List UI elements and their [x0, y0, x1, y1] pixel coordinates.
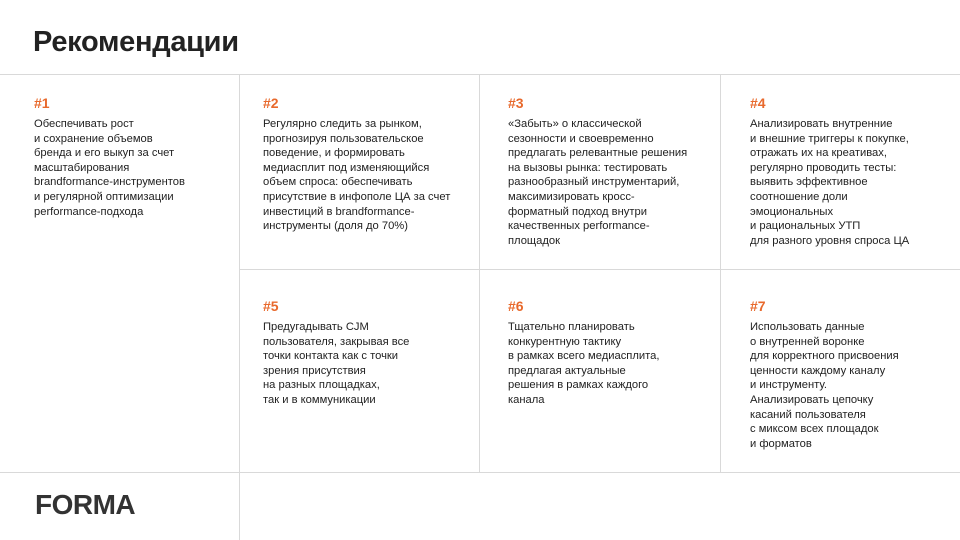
- recommendation-text: «Забыть» о классической сезонности и своевременно предлагать релевантные решения на вызовы рынка: тестировать разнообразный инструментарий, максимизировать кросс- форматный подход внутри качественных performance- площадок: [508, 118, 688, 247]
- grid-line-top: [0, 74, 960, 75]
- recommendation-number: #7: [750, 298, 766, 314]
- recommendation-text: Регулярно следить за рынком, прогнозируя пользовательское поведение, и формировать медиасплит под изменяющийся объем спроса: обеспечивать присутствие в инфополе ЦА за счет инвестиций в brandformance- инструменты (доля до 70%): [263, 118, 451, 233]
- recommendation-card-1: [34, 95, 234, 219]
- recommendation-card-7: [750, 298, 956, 451]
- recommendation-number: #6: [508, 298, 524, 314]
- grid-column-divider-3: [720, 74, 721, 472]
- recommendation-card-6: [508, 298, 716, 408]
- grid-line-bottom: [0, 472, 960, 473]
- recommendation-text: Анализировать внутренние и внешние триггеры к покупке, отражать их на креативах, регулярно проводить тесты: выявить эффективное соотношение доли эмоциональных и рациональных УТП для разного уровня спроса ЦА: [750, 118, 910, 247]
- recommendation-number: #2: [263, 95, 279, 111]
- recommendation-text: Предугадывать CJM пользователя, закрывая все точки контакта как с точки зрения присутствия на разных площадках, так и в коммуникации: [263, 321, 410, 406]
- recommendation-card-4: [750, 95, 956, 248]
- page-title: Рекомендации: [33, 26, 239, 58]
- recommendation-text: Обеспечивать рост и сохранение объемов бренда и его выкуп за счет масштабирования brandformance-инструментов и регулярной оптимизации performance-подхода: [34, 118, 185, 218]
- recommendation-card-3: [508, 95, 716, 248]
- recommendation-number: #3: [508, 95, 524, 111]
- recommendation-card-2: [263, 95, 475, 234]
- grid-column-divider-2: [479, 74, 480, 472]
- recommendation-text: Использовать данные о внутренней воронке для корректного присвоения ценности каждому каналу и инструменту. Анализировать цепочку касаний пользователя с миксом всех площадок и форматов: [750, 321, 899, 450]
- recommendation-number: #1: [34, 95, 50, 111]
- recommendation-number: #4: [750, 95, 766, 111]
- recommendation-card-5: [263, 298, 475, 408]
- forma-logo: FORMA: [35, 489, 136, 520]
- grid-line-middle: [239, 269, 960, 270]
- recommendation-number: #5: [263, 298, 279, 314]
- recommendation-text: Тщательно планировать конкурентную тактику в рамках всего медиасплита, предлагая актуальные решения в рамках каждого канала: [508, 321, 660, 406]
- grid-column-divider-1: [239, 74, 240, 540]
